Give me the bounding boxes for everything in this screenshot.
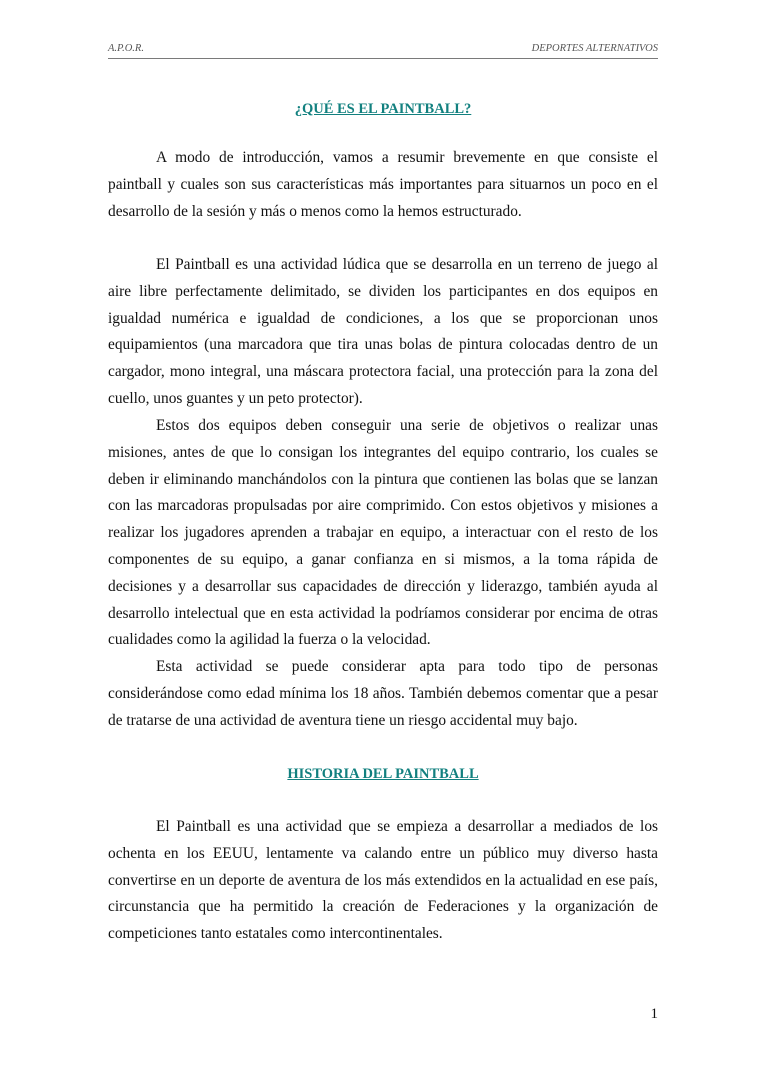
paragraph-history: El Paintball es una actividad que se empieza a desarrollar a mediados de los ochenta en los EEUU, lentamente va calando entre un público muy diverso hasta convertirse en un deporte de aventura de los más extendidos en la actualidad en ese país, circunstancia que ha permitido la creación de Federaciones y la organización de competiciones tanto estatales como intercontinentales. bbox=[108, 818, 658, 943]
paragraph-intro: A modo de introducción, vamos a resumir brevemente en que consiste el paintball y cuales son sus características más importantes para situarnos un poco en el desarrollo de la sesión y más o menos como la hemos estructurado. bbox=[108, 149, 658, 220]
paragraph-audience: Esta actividad se puede considerar apta para todo tipo de personas considerándose como edad mínima los 18 años. También debemos comentar que a pesar de tratarse de una actividad de aventura tiene un riesgo accidental muy bajo. bbox=[108, 658, 658, 729]
paragraph-definition: El Paintball es una actividad lúdica que se desarrolla en un terreno de juego al aire libre perfectamente delimitado, se dividen los participantes en dos equipos en igualdad numérica e igualdad de condiciones, a los que se proporcionan unos equipamientos (una marcadora que tira unas bolas de pintura colocadas dentro de un cargador, mono integral, una máscara protectora facial, una protección para la zona del cuello, unos guantes y un peto protector). bbox=[108, 256, 658, 407]
header-right-text: DEPORTES ALTERNATIVOS bbox=[531, 43, 658, 54]
header-left-text: A.P.O.R. bbox=[108, 43, 144, 54]
section-title-que-es: ¿QUÉ ES EL PAINTBALL? bbox=[294, 101, 472, 117]
section-title-historia: HISTORIA DEL PAINTBALL bbox=[287, 766, 479, 782]
running-header bbox=[108, 40, 658, 59]
page-number: 1 bbox=[650, 1006, 658, 1022]
paragraph-objectives: Estos dos equipos deben conseguir una serie de objetivos o realizar unas misiones, antes de que lo consigan los integrantes del equipo contrario, los cuales se deben ir eliminando manchándolos con la pintura que contienen las bolas que se lanzan con las marcadoras propulsadas por aire comprimido. Con estos objetivos y misiones a realizar los jugadores aprenden a trabajar en equipo, a interactuar con el resto de los componentes de su equipo, a ganar confianza en si mismos, a la toma rápida de decisiones y a desarrollar sus capacidades de dirección y liderazgo, también ayuda al desarrollo intelectual que en esta actividad la podríamos considerar por encima de otras cualidades como la agilidad la fuerza o la velocidad. bbox=[108, 417, 658, 649]
